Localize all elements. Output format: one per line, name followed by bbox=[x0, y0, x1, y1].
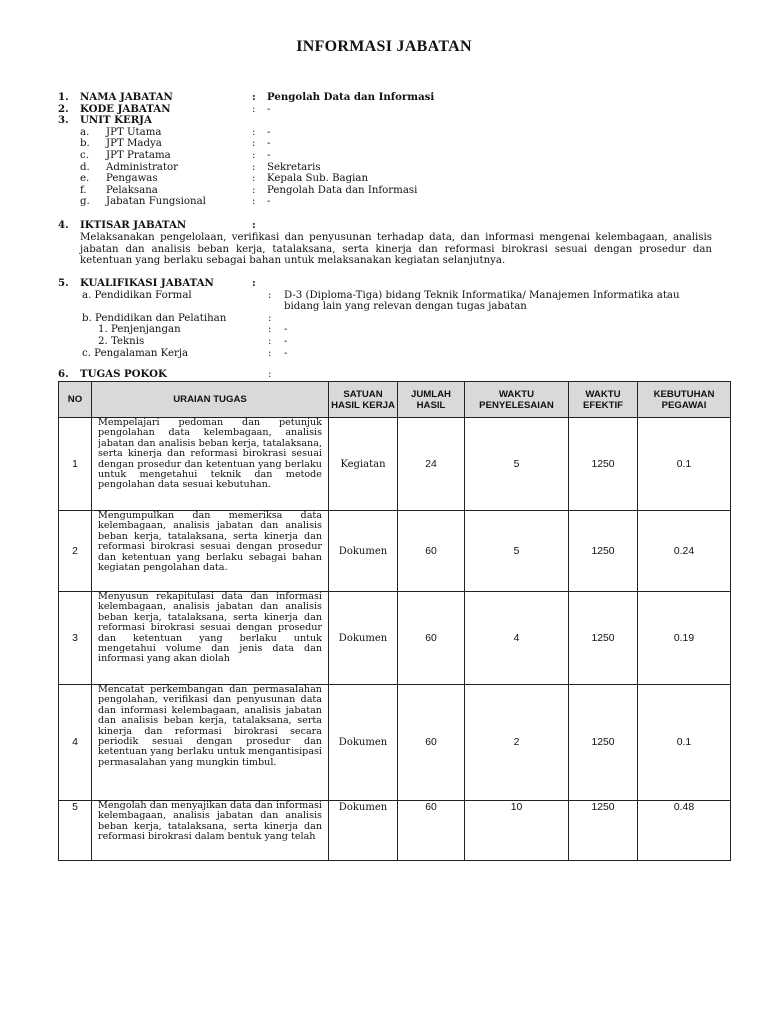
unit-label: JPT Madya bbox=[106, 138, 162, 150]
header-waktu-penyelesaian: WAKTU PENYELESAIAN bbox=[465, 382, 569, 418]
header-kebutuhan: KEBUTUHAN PEGAWAI bbox=[638, 382, 731, 418]
unit-letter: b. bbox=[80, 138, 90, 150]
header-no: NO bbox=[59, 382, 92, 418]
item-number: 4. bbox=[58, 219, 69, 231]
nama-jabatan-value: Pengolah Data dan Informasi bbox=[267, 91, 435, 103]
cell-penyelesaian: 10 bbox=[465, 801, 569, 861]
unit-kerja-item bbox=[58, 150, 738, 162]
unit-kerja-list bbox=[58, 127, 738, 208]
penjenjangan-value: - bbox=[284, 324, 288, 336]
item-number: 1. bbox=[58, 91, 69, 103]
colon: : bbox=[252, 103, 256, 115]
colon: : bbox=[252, 126, 256, 138]
header-waktu-efektif: WAKTU EFEKTIF bbox=[569, 382, 638, 418]
pendidikan-formal-label: a. Pendidikan Formal bbox=[82, 289, 192, 301]
colon: : bbox=[268, 369, 272, 380]
unit-letter: g. bbox=[80, 196, 90, 208]
cell-satuan: Dokumen bbox=[329, 592, 398, 685]
unit-value: Pengolah Data dan Informasi bbox=[267, 184, 418, 196]
cell-penyelesaian: 5 bbox=[465, 511, 569, 592]
cell-efektif: 1250 bbox=[569, 592, 638, 685]
document-title: INFORMASI JABATAN bbox=[296, 38, 472, 55]
uraian-text: Mengumpulkan dan memeriksa data kelembagaan, analisis jabatan dan analisis beban kerja, tatalaksana, serta kinerja dan reformasi birokrasi sesuai dengan prosedur dan ketentuan yang berlaku sebagai bahan kegiatan pengolahan data. bbox=[98, 511, 322, 574]
uraian-text: Mempelajari pedoman dan petunjuk pengolahan data kelembagaan, analisis jabatan dan analisis beban kerja, tatalaksana, serta kinerja dan reformasi birokrasi sesuai dengan prosedur dan ketentuan yang berlaku untuk mengetahui teknik dan metode pengolahan data sesuai kebutuhan. bbox=[98, 418, 322, 491]
unit-value: - bbox=[267, 126, 271, 138]
unit-kerja-item bbox=[58, 162, 738, 174]
colon: : bbox=[252, 149, 256, 161]
teknis-label: 2. Teknis bbox=[98, 335, 145, 347]
colon: : bbox=[268, 347, 272, 359]
unit-kerja-item bbox=[58, 138, 738, 150]
cell-kebutuhan: 0.1 bbox=[638, 418, 731, 511]
cell-jumlah: 60 bbox=[398, 511, 465, 592]
unit-letter: e. bbox=[80, 173, 90, 185]
colon: : bbox=[252, 196, 256, 208]
unit-value: - bbox=[267, 138, 271, 150]
unit-label: JPT Pratama bbox=[106, 149, 171, 161]
cell-uraian bbox=[92, 685, 329, 801]
cell-efektif: 1250 bbox=[569, 418, 638, 511]
colon: : bbox=[252, 277, 256, 289]
unit-kerja-item bbox=[58, 173, 738, 185]
item-number: 3. bbox=[58, 114, 69, 127]
unit-label: JPT Utama bbox=[106, 126, 162, 138]
unit-letter: a. bbox=[80, 126, 90, 138]
cell-jumlah: 60 bbox=[398, 592, 465, 685]
cell-satuan: Dokumen bbox=[329, 685, 398, 801]
pengalaman-value: - bbox=[284, 347, 288, 359]
colon: : bbox=[268, 324, 272, 336]
cell-uraian bbox=[92, 592, 329, 685]
nama-jabatan-label: NAMA JABATAN bbox=[80, 91, 173, 103]
uraian-text: Mencatat perkembangan dan permasalahan pengolahan, verifikasi dan penyusunan data dan informasi kelembagaan, analisis jabatan dan analisis beban kerja, tatalaksana, serta kinerja dan reformasi birokrasi secara periodik sesuai dengan prosedur dan ketentuan yang berlaku untuk mengantisipasi permasalahan yang mungkin timbul. bbox=[98, 685, 322, 768]
unit-value: Kepala Sub. Bagian bbox=[267, 173, 369, 185]
cell-kebutuhan: 0.19 bbox=[638, 592, 731, 685]
cell-satuan: Kegiatan bbox=[329, 418, 398, 511]
unit-letter: f. bbox=[80, 184, 87, 196]
colon: : bbox=[268, 335, 272, 347]
cell-kebutuhan: 0.24 bbox=[638, 511, 731, 592]
header-jumlah: JUMLAH HASIL bbox=[398, 382, 465, 418]
table-row bbox=[59, 801, 731, 861]
cell-jumlah: 60 bbox=[398, 801, 465, 861]
unit-kerja-item bbox=[58, 185, 738, 197]
iktisar-label: IKTISAR JABATAN bbox=[80, 219, 187, 231]
table-header-row bbox=[59, 382, 731, 418]
kualifikasi-section bbox=[58, 278, 738, 359]
kode-jabatan-label: KODE JABATAN bbox=[80, 102, 171, 115]
colon: : bbox=[268, 312, 272, 324]
unit-kerja-label: UNIT KERJA bbox=[80, 114, 152, 127]
pelatihan-label: b. Pendidikan dan Pelatihan bbox=[82, 312, 227, 324]
unit-label: Jabatan Fungsional bbox=[106, 196, 206, 208]
pendidikan-formal-value-cont: bidang lain yang relevan dengan tugas jabatan bbox=[284, 301, 527, 313]
cell-no: 5 bbox=[59, 801, 92, 861]
table-row bbox=[59, 685, 731, 801]
uraian-text: Mengolah dan menyajikan data dan informasi kelembagaan, analisis jabatan dan analisis beban kerja, tatalaksana, serta kinerja dan reformasi birokrasi dalam bentuk yang telah bbox=[98, 801, 322, 843]
unit-kerja-item bbox=[58, 127, 738, 139]
unit-kerja-row bbox=[58, 115, 738, 127]
colon: : bbox=[252, 161, 256, 173]
table-row bbox=[59, 511, 731, 592]
colon: : bbox=[252, 138, 256, 150]
cell-no: 2 bbox=[59, 511, 92, 592]
cell-no: 4 bbox=[59, 685, 92, 801]
uraian-text: Menyusun rekapitulasi data dan informasi kelembagaan, analisis jabatan dan analisis beban kerja, tatalaksana, serta kinerja dan reformasi birokrasi sesuai dengan prosedur dan ketentuan yang berlaku untuk mengetahui volume dan jenis data dan informasi yang akan diolah bbox=[98, 592, 322, 665]
cell-jumlah: 24 bbox=[398, 418, 465, 511]
cell-no: 1 bbox=[59, 418, 92, 511]
colon: : bbox=[252, 219, 256, 231]
tugas-pokok-table bbox=[58, 381, 731, 861]
colon: : bbox=[252, 173, 256, 185]
cell-efektif: 1250 bbox=[569, 801, 638, 861]
unit-label: Pelaksana bbox=[106, 184, 158, 196]
cell-satuan: Dokumen bbox=[329, 511, 398, 592]
cell-uraian bbox=[92, 418, 329, 511]
unit-value: - bbox=[267, 196, 271, 208]
tugas-label: TUGAS POKOK bbox=[80, 368, 167, 380]
cell-jumlah: 60 bbox=[398, 685, 465, 801]
cell-uraian bbox=[92, 511, 329, 592]
cell-kebutuhan: 0.48 bbox=[638, 801, 731, 861]
unit-label: Pengawas bbox=[106, 173, 158, 185]
unit-value: Sekretaris bbox=[267, 161, 321, 173]
unit-label: Administrator bbox=[106, 161, 178, 173]
colon: : bbox=[252, 184, 256, 196]
table-row bbox=[59, 592, 731, 685]
teknis-value: - bbox=[284, 335, 288, 347]
unit-letter: d. bbox=[80, 161, 90, 173]
item-number: 6. bbox=[58, 368, 69, 380]
cell-penyelesaian: 2 bbox=[465, 685, 569, 801]
cell-penyelesaian: 4 bbox=[465, 592, 569, 685]
item-number: 2. bbox=[58, 102, 69, 115]
pendidikan-formal-value: D-3 (Diploma-Tiga) bidang Teknik Informatika/ Manajemen Informatika atau bbox=[284, 289, 680, 301]
cell-efektif: 1250 bbox=[569, 511, 638, 592]
cell-satuan: Dokumen bbox=[329, 801, 398, 861]
tugas-section bbox=[58, 369, 738, 381]
cell-penyelesaian: 5 bbox=[465, 418, 569, 511]
table-row bbox=[59, 418, 731, 511]
cell-uraian bbox=[92, 801, 329, 861]
kode-jabatan-value: - bbox=[267, 103, 271, 115]
cell-efektif: 1250 bbox=[569, 685, 638, 801]
colon: : bbox=[252, 91, 256, 103]
header-uraian: URAIAN TUGAS bbox=[92, 382, 329, 418]
item-number: 5. bbox=[58, 277, 69, 289]
unit-letter: c. bbox=[80, 149, 89, 161]
pengalaman-label: c. Pengalaman Kerja bbox=[82, 347, 189, 359]
iktisar-section bbox=[58, 220, 738, 232]
colon: : bbox=[268, 289, 272, 301]
unit-value: - bbox=[267, 149, 271, 161]
unit-kerja-item bbox=[58, 196, 738, 208]
cell-no: 3 bbox=[59, 592, 92, 685]
iktisar-text: Melaksanakan pengelolaan, verifikasi dan penyusunan terhadap data, dan informasi mengenai kelembagaan, analisis jabatan dan analisis beban kerja, tatalaksana, serta kinerja dan reformasi birokrasi sesuai dengan prosedur dan ketentuan yang berlaku sebagai bahan untuk melaksanakan kegiatan selanjutnya. bbox=[80, 232, 712, 267]
penjenjangan-label: 1. Penjenjangan bbox=[98, 324, 181, 336]
nama-jabatan-row bbox=[58, 92, 738, 104]
header-satuan: SATUAN HASIL KERJA bbox=[329, 382, 398, 418]
identity-section bbox=[58, 92, 738, 208]
kualifikasi-label: KUALIFIKASI JABATAN bbox=[80, 277, 214, 289]
cell-kebutuhan: 0.1 bbox=[638, 685, 731, 801]
kode-jabatan-row bbox=[58, 104, 738, 116]
